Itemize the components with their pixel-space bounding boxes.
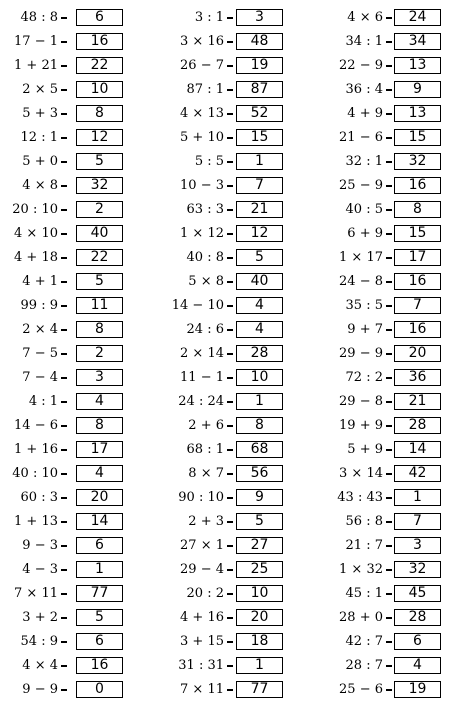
answer-box[interactable]: 32 bbox=[394, 153, 441, 170]
problem-row bbox=[0, 656, 452, 680]
problem-expression: 12 : 1 bbox=[20, 130, 58, 145]
answer-box[interactable]: 28 bbox=[236, 345, 283, 362]
problem-expression: 2 × 4 bbox=[22, 322, 58, 337]
answer-box[interactable]: 14 bbox=[394, 441, 441, 458]
answer-box[interactable]: 1 bbox=[236, 153, 283, 170]
answer-box[interactable]: 6 bbox=[394, 633, 441, 650]
problem-expression: 87 : 1 bbox=[186, 82, 224, 97]
answer-box[interactable]: 40 bbox=[236, 273, 283, 290]
answer-box[interactable]: 12 bbox=[76, 129, 123, 146]
problem-expression: 5 + 9 bbox=[347, 442, 383, 457]
equals-dash bbox=[386, 353, 392, 355]
answer-box[interactable]: 5 bbox=[236, 513, 283, 530]
answer-box[interactable]: 3 bbox=[394, 537, 441, 554]
answer-box[interactable]: 25 bbox=[236, 561, 283, 578]
equals-dash bbox=[386, 89, 392, 91]
problem-expression: 4 − 3 bbox=[22, 562, 58, 577]
equals-dash bbox=[386, 401, 392, 403]
answer-box[interactable]: 16 bbox=[394, 177, 441, 194]
problem-expression: 4 + 9 bbox=[347, 106, 383, 121]
answer-box[interactable]: 21 bbox=[236, 201, 283, 218]
problem-expression: 26 − 7 bbox=[180, 58, 224, 73]
problem-expression: 40 : 5 bbox=[345, 202, 383, 217]
problem-row bbox=[0, 272, 452, 296]
equals-dash bbox=[386, 137, 392, 139]
problem-expression: 3 + 15 bbox=[180, 634, 224, 649]
problem-expression: 9 + 7 bbox=[347, 322, 383, 337]
problem-expression: 20 : 10 bbox=[12, 202, 58, 217]
problem-expression: 5 + 10 bbox=[180, 130, 224, 145]
answer-box[interactable]: 87 bbox=[236, 81, 283, 98]
answer-box[interactable]: 8 bbox=[394, 201, 441, 218]
problem-expression: 5 + 3 bbox=[22, 106, 58, 121]
problem-expression: 32 : 1 bbox=[345, 154, 383, 169]
problem-expression: 90 : 10 bbox=[178, 490, 224, 505]
equals-dash bbox=[386, 65, 392, 67]
problem-expression: 19 + 9 bbox=[339, 418, 383, 433]
answer-box[interactable]: 56 bbox=[236, 465, 283, 482]
problem-expression: 21 : 7 bbox=[345, 538, 383, 553]
problem-expression: 1 × 17 bbox=[339, 250, 383, 265]
problem-row bbox=[0, 296, 452, 320]
answer-box[interactable]: 1 bbox=[236, 657, 283, 674]
answer-box[interactable]: 32 bbox=[76, 177, 123, 194]
problem-row bbox=[0, 632, 452, 656]
answer-box[interactable]: 13 bbox=[394, 105, 441, 122]
problem-expression: 68 : 1 bbox=[186, 442, 224, 457]
equals-dash bbox=[386, 17, 392, 19]
problem-expression: 7 × 11 bbox=[180, 682, 224, 697]
equals-dash bbox=[386, 113, 392, 115]
equals-dash bbox=[386, 257, 392, 259]
problem-expression: 2 × 14 bbox=[180, 346, 224, 361]
answer-box[interactable]: 0 bbox=[76, 681, 123, 698]
problem-expression: 3 : 1 bbox=[194, 10, 224, 25]
problem-expression: 1 + 21 bbox=[14, 58, 58, 73]
answer-box[interactable]: 68 bbox=[236, 441, 283, 458]
answer-box[interactable]: 4 bbox=[76, 465, 123, 482]
answer-box[interactable]: 52 bbox=[236, 105, 283, 122]
problem-row bbox=[0, 176, 452, 200]
answer-box[interactable]: 20 bbox=[236, 609, 283, 626]
answer-box[interactable]: 6 bbox=[76, 9, 123, 26]
answer-box[interactable]: 5 bbox=[76, 273, 123, 290]
equals-dash bbox=[386, 569, 392, 571]
problem-expression: 2 + 6 bbox=[188, 418, 224, 433]
answer-box[interactable]: 18 bbox=[236, 633, 283, 650]
problem-expression: 21 − 6 bbox=[339, 130, 383, 145]
problem-row bbox=[0, 608, 452, 632]
answer-box[interactable]: 13 bbox=[394, 57, 441, 74]
answer-box[interactable]: 32 bbox=[394, 561, 441, 578]
problem-expression: 6 + 9 bbox=[347, 226, 383, 241]
problem-row bbox=[0, 224, 452, 248]
equals-dash bbox=[386, 473, 392, 475]
answer-box[interactable]: 15 bbox=[394, 225, 441, 242]
problem-expression: 5 × 8 bbox=[188, 274, 224, 289]
equals-dash bbox=[386, 329, 392, 331]
problem-row bbox=[0, 104, 452, 128]
answer-box[interactable]: 24 bbox=[394, 9, 441, 26]
problem-row bbox=[0, 320, 452, 344]
problem-expression: 29 − 4 bbox=[180, 562, 224, 577]
problem-expression: 40 : 10 bbox=[12, 466, 58, 481]
problem-expression: 4 + 1 bbox=[22, 274, 58, 289]
problem-expression: 9 − 9 bbox=[22, 682, 58, 697]
problem-row bbox=[0, 440, 452, 464]
problem-expression: 7 − 4 bbox=[22, 370, 58, 385]
problem-row bbox=[0, 32, 452, 56]
problem-expression: 27 × 1 bbox=[180, 538, 224, 553]
answer-box[interactable]: 5 bbox=[76, 609, 123, 626]
answer-box[interactable]: 2 bbox=[76, 201, 123, 218]
answer-box[interactable]: 6 bbox=[76, 537, 123, 554]
equals-dash bbox=[386, 497, 392, 499]
problem-expression: 14 − 6 bbox=[14, 418, 58, 433]
answer-box[interactable]: 22 bbox=[76, 57, 123, 74]
problem-expression: 17 − 1 bbox=[14, 34, 58, 49]
problem-expression: 43 : 43 bbox=[337, 490, 383, 505]
answer-box[interactable]: 8 bbox=[236, 417, 283, 434]
equals-dash bbox=[386, 545, 392, 547]
problem-expression: 4 + 16 bbox=[180, 610, 224, 625]
equals-dash bbox=[386, 233, 392, 235]
problem-row bbox=[0, 536, 452, 560]
equals-dash bbox=[386, 41, 392, 43]
answer-box[interactable]: 17 bbox=[76, 441, 123, 458]
problem-expression: 1 × 12 bbox=[180, 226, 224, 241]
problem-expression: 3 × 16 bbox=[180, 34, 224, 49]
answer-box[interactable]: 77 bbox=[236, 681, 283, 698]
column-3 bbox=[0, 8, 452, 704]
problem-expression: 63 : 3 bbox=[186, 202, 224, 217]
problem-row bbox=[0, 80, 452, 104]
problem-row bbox=[0, 488, 452, 512]
equals-dash bbox=[386, 689, 392, 691]
problem-expression: 34 : 1 bbox=[345, 34, 383, 49]
problem-expression: 5 : 5 bbox=[194, 154, 224, 169]
answer-box[interactable]: 10 bbox=[236, 585, 283, 602]
problem-row bbox=[0, 152, 452, 176]
answer-box[interactable]: 28 bbox=[394, 609, 441, 626]
answer-box[interactable]: 3 bbox=[76, 369, 123, 386]
problem-expression: 29 − 9 bbox=[339, 346, 383, 361]
answer-box[interactable]: 27 bbox=[236, 537, 283, 554]
answer-box[interactable]: 21 bbox=[394, 393, 441, 410]
answer-box[interactable]: 1 bbox=[394, 489, 441, 506]
problem-expression: 25 − 9 bbox=[339, 178, 383, 193]
problem-row bbox=[0, 680, 452, 704]
answer-box[interactable]: 19 bbox=[236, 57, 283, 74]
answer-box[interactable]: 5 bbox=[76, 153, 123, 170]
answer-box[interactable]: 2 bbox=[76, 345, 123, 362]
problem-row bbox=[0, 368, 452, 392]
answer-box[interactable]: 45 bbox=[394, 585, 441, 602]
problem-expression: 3 + 2 bbox=[22, 610, 58, 625]
problem-expression: 4 : 1 bbox=[28, 394, 58, 409]
problem-expression: 20 : 2 bbox=[186, 586, 224, 601]
problem-expression: 4 × 6 bbox=[347, 10, 383, 25]
equals-dash bbox=[386, 665, 392, 667]
problem-expression: 35 : 5 bbox=[345, 298, 383, 313]
answer-box[interactable]: 4 bbox=[76, 393, 123, 410]
answer-box[interactable]: 34 bbox=[394, 33, 441, 50]
answer-box[interactable]: 42 bbox=[394, 465, 441, 482]
equals-dash bbox=[386, 617, 392, 619]
answer-box[interactable]: 14 bbox=[76, 513, 123, 530]
problem-row bbox=[0, 248, 452, 272]
problem-row bbox=[0, 200, 452, 224]
problem-expression: 72 : 2 bbox=[345, 370, 383, 385]
problem-expression: 45 : 1 bbox=[345, 586, 383, 601]
equals-dash bbox=[386, 521, 392, 523]
equals-dash bbox=[386, 377, 392, 379]
answer-box[interactable]: 7 bbox=[394, 513, 441, 530]
answer-box[interactable]: 7 bbox=[236, 177, 283, 194]
problem-expression: 2 × 5 bbox=[22, 82, 58, 97]
problem-expression: 14 − 10 bbox=[171, 298, 224, 313]
equals-dash bbox=[386, 161, 392, 163]
problem-row bbox=[0, 416, 452, 440]
answer-box[interactable]: 17 bbox=[394, 249, 441, 266]
problem-expression: 8 × 7 bbox=[188, 466, 224, 481]
answer-box[interactable]: 8 bbox=[76, 105, 123, 122]
answer-box[interactable]: 8 bbox=[76, 417, 123, 434]
problem-expression: 28 : 7 bbox=[345, 658, 383, 673]
problem-expression: 9 − 3 bbox=[22, 538, 58, 553]
answer-box[interactable]: 48 bbox=[236, 33, 283, 50]
answer-box[interactable]: 20 bbox=[76, 489, 123, 506]
problem-expression: 11 − 1 bbox=[180, 370, 224, 385]
problem-expression: 4 × 13 bbox=[180, 106, 224, 121]
answer-box[interactable]: 15 bbox=[394, 129, 441, 146]
problem-expression: 29 − 8 bbox=[339, 394, 383, 409]
answer-box[interactable]: 8 bbox=[76, 321, 123, 338]
problem-expression: 24 − 8 bbox=[339, 274, 383, 289]
answer-box[interactable]: 19 bbox=[394, 681, 441, 698]
answer-box[interactable]: 12 bbox=[236, 225, 283, 242]
answer-box[interactable]: 28 bbox=[394, 417, 441, 434]
equals-dash bbox=[386, 641, 392, 643]
answer-box[interactable]: 40 bbox=[76, 225, 123, 242]
problem-expression: 4 × 8 bbox=[22, 178, 58, 193]
problem-expression: 31 : 31 bbox=[178, 658, 224, 673]
problem-expression: 10 − 3 bbox=[180, 178, 224, 193]
problem-expression: 1 + 16 bbox=[14, 442, 58, 457]
problem-expression: 54 : 9 bbox=[20, 634, 58, 649]
answer-box[interactable]: 16 bbox=[76, 657, 123, 674]
answer-box[interactable]: 5 bbox=[236, 249, 283, 266]
answer-box[interactable]: 9 bbox=[394, 81, 441, 98]
problem-expression: 4 × 4 bbox=[22, 658, 58, 673]
problem-row bbox=[0, 464, 452, 488]
answer-box[interactable]: 1 bbox=[236, 393, 283, 410]
problem-expression: 7 × 11 bbox=[14, 586, 58, 601]
problem-expression: 40 : 8 bbox=[186, 250, 224, 265]
answer-box[interactable]: 4 bbox=[236, 321, 283, 338]
equals-dash bbox=[386, 593, 392, 595]
answer-box[interactable]: 15 bbox=[236, 129, 283, 146]
problem-expression: 42 : 7 bbox=[345, 634, 383, 649]
answer-box[interactable]: 10 bbox=[236, 369, 283, 386]
problem-expression: 22 − 9 bbox=[339, 58, 383, 73]
answer-box[interactable]: 6 bbox=[76, 633, 123, 650]
answer-box[interactable]: 4 bbox=[394, 657, 441, 674]
problem-expression: 24 : 24 bbox=[178, 394, 224, 409]
answer-box[interactable]: 1 bbox=[76, 561, 123, 578]
problem-expression: 25 − 6 bbox=[339, 682, 383, 697]
answer-box[interactable]: 3 bbox=[236, 9, 283, 26]
answer-box[interactable]: 10 bbox=[76, 81, 123, 98]
answer-box[interactable]: 36 bbox=[394, 369, 441, 386]
problem-row bbox=[0, 512, 452, 536]
problem-expression: 3 × 14 bbox=[339, 466, 383, 481]
problem-row bbox=[0, 56, 452, 80]
answer-box[interactable]: 22 bbox=[76, 249, 123, 266]
problem-expression: 1 + 13 bbox=[14, 514, 58, 529]
problem-expression: 4 × 10 bbox=[14, 226, 58, 241]
problem-expression: 5 + 0 bbox=[22, 154, 58, 169]
problem-expression: 1 × 32 bbox=[339, 562, 383, 577]
problem-expression: 28 + 0 bbox=[339, 610, 383, 625]
problem-expression: 24 : 6 bbox=[186, 322, 224, 337]
problem-row bbox=[0, 8, 452, 32]
answer-box[interactable]: 16 bbox=[76, 33, 123, 50]
answer-box[interactable]: 9 bbox=[236, 489, 283, 506]
answer-box[interactable]: 77 bbox=[76, 585, 123, 602]
equals-dash bbox=[386, 185, 392, 187]
problem-row bbox=[0, 392, 452, 416]
problem-expression: 7 − 5 bbox=[22, 346, 58, 361]
answer-box[interactable]: 20 bbox=[394, 345, 441, 362]
problem-expression: 56 : 8 bbox=[345, 514, 383, 529]
problem-expression: 48 : 8 bbox=[20, 10, 58, 25]
equals-dash bbox=[386, 425, 392, 427]
problem-row bbox=[0, 128, 452, 152]
equals-dash bbox=[386, 281, 392, 283]
problem-row bbox=[0, 344, 452, 368]
answer-box[interactable]: 4 bbox=[236, 297, 283, 314]
equals-dash bbox=[386, 209, 392, 211]
equals-dash bbox=[386, 449, 392, 451]
problem-expression: 99 : 9 bbox=[20, 298, 58, 313]
problem-expression: 36 : 4 bbox=[345, 82, 383, 97]
problem-expression: 4 + 18 bbox=[14, 250, 58, 265]
problem-row bbox=[0, 560, 452, 584]
problem-expression: 2 + 3 bbox=[188, 514, 224, 529]
problem-row bbox=[0, 584, 452, 608]
answer-box[interactable]: 11 bbox=[76, 297, 123, 314]
answer-box[interactable]: 16 bbox=[394, 273, 441, 290]
equals-dash bbox=[386, 305, 392, 307]
problem-expression: 60 : 3 bbox=[20, 490, 58, 505]
answer-box[interactable]: 16 bbox=[394, 321, 441, 338]
answer-box[interactable]: 7 bbox=[394, 297, 441, 314]
